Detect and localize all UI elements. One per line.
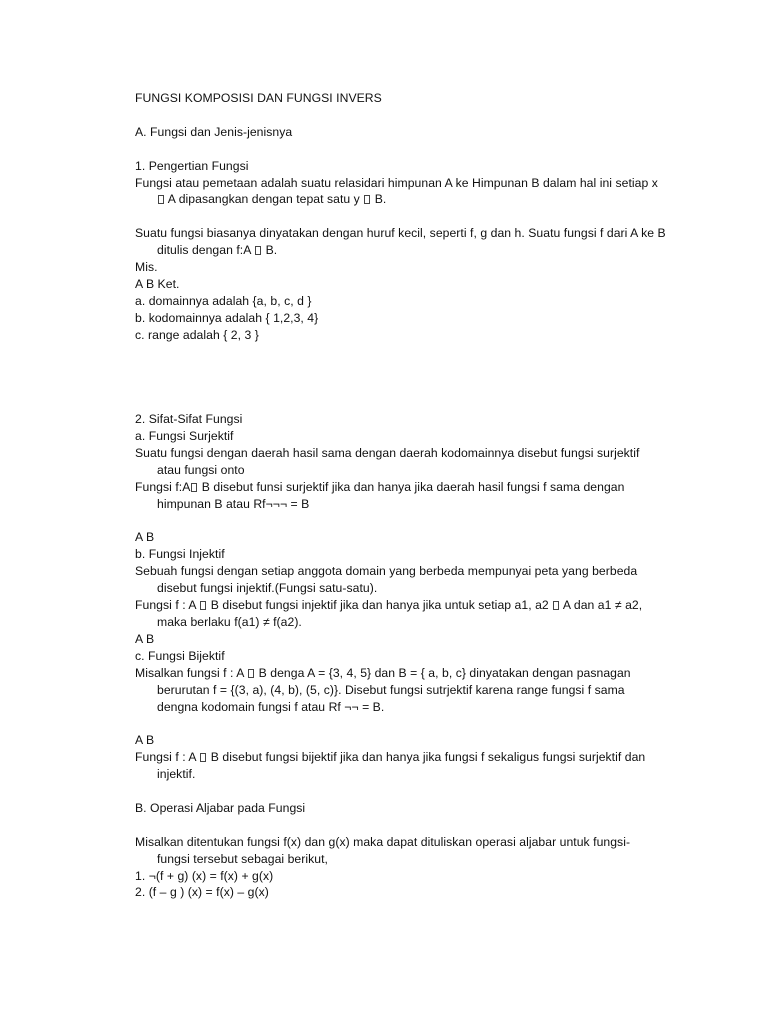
- paragraph-line: ditulis dengan f:A B.: [157, 243, 278, 258]
- document-title: FUNGSI KOMPOSISI DAN FUNGSI INVERS: [135, 91, 382, 105]
- section-a-heading: A. Fungsi dan Jenis-jenisnya: [135, 124, 293, 139]
- paragraph-line: Sebuah fungsi dengan setiap anggota domain yang berbeda mempunyai peta yang berbeda: [135, 564, 638, 579]
- section-b-heading: B. Operasi Aljabar pada Fungsi: [135, 800, 306, 815]
- paragraph-line: Suatu fungsi dengan daerah hasil sama dengan daerah kodomainnya disebut fungsi surjektif: [135, 445, 640, 460]
- list-item: 2. (f – g ) (x) = f(x) – g(x): [135, 885, 269, 900]
- missing-glyph-icon: [553, 601, 559, 610]
- paragraph-line: Misalkan ditentukan fungsi f(x) dan g(x) maka dapat dituliskan operasi aljabar untuk fungsi-: [135, 834, 631, 849]
- paragraph-line: maka berlaku f(a1) ≠ f(a2).: [157, 615, 302, 629]
- list-item: a. domainnya adalah {a, b, c, d }: [135, 293, 312, 308]
- paragraph-line: himpunan B atau Rf¬¬¬ = B: [157, 496, 310, 511]
- subsection-b-heading: b. Fungsi Injektif: [135, 547, 225, 562]
- ab-ket-label: A B Ket.: [135, 276, 180, 291]
- ab-label: A B: [135, 530, 155, 545]
- list-item: 1. ¬(f + g) (x) = f(x) + g(x): [135, 868, 274, 883]
- subsection-1-heading: 1. Pengertian Fungsi: [135, 158, 249, 173]
- mis-label: Mis.: [135, 260, 158, 275]
- document-body: [135, 90, 695, 901]
- paragraph-line: disebut fungsi injektif.(Fungsi satu-satu).: [157, 581, 378, 596]
- paragraph-line: Fungsi f : A B disebut fungsi injektif jika dan hanya jika untuk setiap a1, a2 A dan a1 ≠ a2,: [135, 598, 643, 613]
- subsection-c-heading: c. Fungsi Bijektif: [135, 648, 225, 663]
- missing-glyph-icon: [248, 669, 254, 678]
- paragraph-line: atau fungsi onto: [157, 462, 245, 477]
- paragraph-line: Fungsi f : A B disebut fungsi bijektif jika dan hanya jika fungsi f sekaligus fungsi surjektif dan: [135, 750, 646, 765]
- paragraph-line: injektif.: [157, 767, 196, 782]
- list-item: c. range adalah { 2, 3 }: [135, 327, 259, 342]
- ab-label: A B: [135, 631, 155, 646]
- subsection-2-heading: 2. Sifat-Sifat Fungsi: [135, 412, 243, 427]
- paragraph-line: Misalkan fungsi f : A B denga A = {3, 4, 5} dan B = { a, b, c} dinyatakan dengan pasnagan: [135, 665, 631, 680]
- subsection-a-heading: a. Fungsi Surjektif: [135, 429, 234, 444]
- missing-glyph-icon: [364, 195, 370, 204]
- paragraph-line: fungsi tersebut sebagai berikut,: [157, 851, 328, 866]
- missing-glyph-icon: [200, 601, 206, 610]
- paragraph-line: Fungsi f:A B disebut funsi surjektif jika dan hanya jika daerah hasil fungsi f sama dengan: [135, 479, 625, 494]
- missing-glyph-icon: [158, 195, 164, 204]
- list-item: b. kodomainnya adalah { 1,2,3, 4}: [135, 310, 319, 325]
- paragraph-line: berurutan f = {(3, a), (4, b), (5, c)}. Disebut fungsi sutrjektif karena range fungsi f sama: [157, 682, 625, 697]
- missing-glyph-icon: [191, 483, 197, 492]
- missing-glyph-icon: [200, 753, 206, 762]
- paragraph-line: Suatu fungsi biasanya dinyatakan dengan huruf kecil, seperti f, g dan h. Suatu fungsi f dari A ke B: [135, 226, 666, 241]
- paragraph-line: dengna kodomain fungsi f atau Rf ¬¬ = B.: [157, 699, 385, 714]
- paragraph-line: A dipasangkan dengan tepat satu y B.: [135, 191, 695, 208]
- missing-glyph-icon: [255, 246, 261, 255]
- paragraph-line: Fungsi atau pemetaan adalah suatu relasidari himpunan A ke Himpunan B dalam hal ini setiap x: [135, 175, 658, 190]
- ab-label: A B: [135, 733, 155, 748]
